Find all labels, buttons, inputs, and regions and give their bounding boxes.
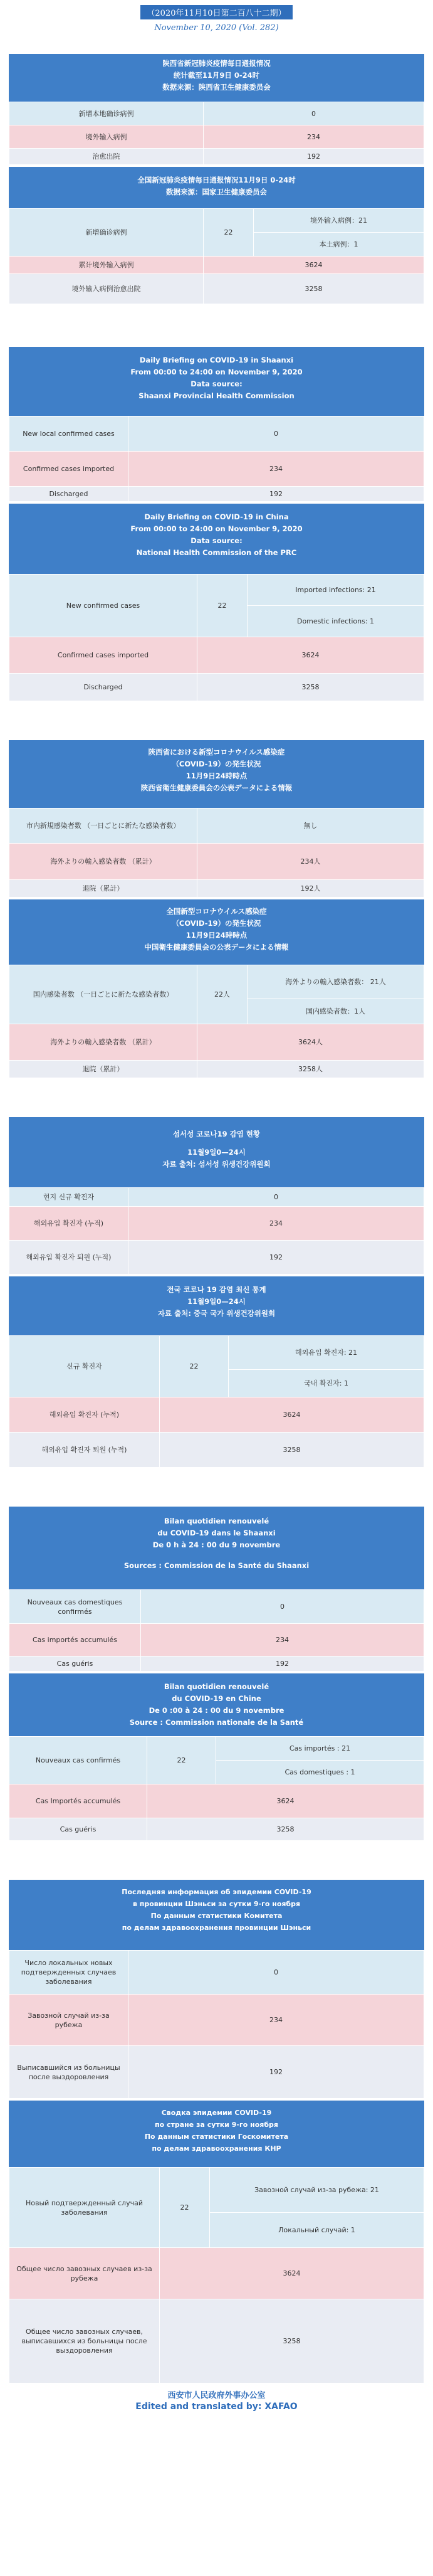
table-row: 治愈出院 192 xyxy=(9,149,424,165)
table-row: 해외유입 확진자 (누적) 3624 xyxy=(9,1397,424,1433)
table-row: 新增本地确诊病例 0 xyxy=(9,102,424,125)
cn-china-title: 全国新冠肺炎疫情每日通报情况11月9日 0-24时 数据来源：国家卫生健康委员会 xyxy=(9,167,424,208)
table-row: 新增确诊病例 22 境外输入病例：21 xyxy=(9,209,424,233)
table-row: 本土病例：1 xyxy=(9,233,424,257)
table-row: 累计境外输入病例 3624 xyxy=(9,257,424,274)
table-row: 境外输入病例治愈出院 3258 xyxy=(9,274,424,304)
table-row: 境外输入病例 234 xyxy=(9,125,424,149)
table-row: Локальный случай: 1 xyxy=(9,2213,424,2248)
table-row: Confirmed cases imported 234 xyxy=(9,452,424,487)
jp-shaanxi-title: 陝西省における新型コロナウイルス感染症 （COVID-19）の発生状況 11月9日24時時点 陝西省衛生健康委員会の公表データによる情報 xyxy=(9,740,424,808)
table-row: 국내 확진자: 1 xyxy=(9,1370,424,1397)
office-name: 西安市人民政府外事办公室 xyxy=(167,2391,266,2400)
fr-shaanxi-table xyxy=(9,1589,424,1672)
table-row: 退院（累計） 192人 xyxy=(9,880,424,898)
fr-china-title: Bilan quotidien renouvelé du COVID-19 en Chine De 0 :00 à 24 : 00 du 9 novembre Source : Commission nationale de la Santé xyxy=(9,1673,424,1736)
table-row: New local confirmed cases 0 xyxy=(9,416,424,452)
table-row: Завозной случай из-за рубежа 234 xyxy=(9,1995,424,2046)
table-row: Cas Importés accumulés 3624 xyxy=(9,1784,424,1818)
table-row: Число локальных новых подтвержденных случаев заболевания 0 xyxy=(9,1951,424,1995)
table-row: 海外よりの輸入感染者数 （累計） 3624人 xyxy=(9,1024,424,1061)
ru-shaanxi-title: Последняя информация об эпидемии COVID-19 в провинции Шэньси за сутки 9-го ноября По данным статистики Комитета по делам здравоохранения провинции Шэньси xyxy=(9,1880,424,1950)
issue-date-en: November 10, 2020 (Vol. 282) xyxy=(154,23,279,33)
table-row: New confirmed cases 22 Imported infections: 21 xyxy=(9,575,424,606)
jp-china-table xyxy=(9,965,424,1078)
kr-china-table xyxy=(9,1335,424,1468)
en-china-title: Daily Briefing on COVID-19 in China From 00:00 to 24:00 on November 9, 2020 Data source: National Health Commission of the PRC xyxy=(9,504,424,574)
table-row: Confirmed cases imported 3624 xyxy=(9,637,424,674)
table-row: Общее число завозных случаев, выписавшихся из больницы после выздоровления 3258 xyxy=(9,2299,424,2383)
table-row: Discharged 3258 xyxy=(9,674,424,701)
header xyxy=(0,0,433,33)
table-row: 市内新規感染者数 （一日ごとに新たな感染者数） 無し xyxy=(9,808,424,844)
en-china-table xyxy=(9,574,424,701)
table-row: Cas importés accumulés 234 xyxy=(9,1624,424,1656)
ru-china-table xyxy=(9,2167,424,2383)
jp-china-title: 全国新型コロナウイルス感染症 （COVID-19）の発生状況 11月9日24時時点 中国衛生健康委員会の公表データによる情報 xyxy=(9,899,424,965)
jp-shaanxi-table xyxy=(9,808,424,898)
table-row: 해외유입 확진자 (누적) 234 xyxy=(9,1207,424,1241)
ru-shaanxi-table xyxy=(9,1950,424,2099)
table-row: 신규 확진자 22 해외유입 확진자: 21 xyxy=(9,1336,424,1370)
table-row: Общее число завозных случаев из-за рубежа 3624 xyxy=(9,2248,424,2299)
fr-china-table xyxy=(9,1736,424,1841)
cn-shaanxi-title: 陕西省新冠肺炎疫情每日通报情况 统计截至11月9日 0-24时 数据来源：陕西省卫生健康委员会 xyxy=(9,54,424,102)
en-shaanxi-table xyxy=(9,416,424,502)
table-row: 현지 신규 확진자 0 xyxy=(9,1188,424,1207)
table-row: Выписавшийся из больницы после выздоровления 192 xyxy=(9,2046,424,2099)
table-row: Cas guéris 192 xyxy=(9,1656,424,1672)
issue-date-cn: （2020年11月10日第二百八十二期） xyxy=(140,5,292,19)
fr-shaanxi-title: Bilan quotidien renouvelé du COVID-19 dans le Shaanxi De 0 h à 24 : 00 du 9 novembre Sources : Commission de la Santé du Shaanxi xyxy=(9,1507,424,1589)
kr-shaanxi-title: 섬서성 코로나19 감염 현황 11월9일0—24시 자료 출처: 섬서성 위생건강위원회 xyxy=(9,1117,424,1187)
cn-shaanxi-table xyxy=(9,102,424,165)
table-row: 해외유입 확진자 퇴원 (누적) 192 xyxy=(9,1241,424,1275)
table-row: 退院（累計） 3258人 xyxy=(9,1061,424,1078)
table-row: Nouveaux cas confirmés 22 Cas importés : 21 xyxy=(9,1737,424,1761)
table-row: Domestic infections: 1 xyxy=(9,606,424,637)
kr-shaanxi-table xyxy=(9,1187,424,1275)
ru-china-title: Сводка эпидемии COVID-19 по стране за сутки 9-го ноября По данным статистики Госкомитета по делам здравоохранения КНР xyxy=(9,2101,424,2167)
table-row: 海外よりの輸入感染者数 （累計） 234人 xyxy=(9,844,424,880)
table-row: Nouveaux cas domestiques confirmés 0 xyxy=(9,1590,424,1624)
credit-line: Edited and translated by: XAFAO xyxy=(135,2402,298,2412)
kr-china-title: 전국 코로나 19 감염 최신 통계 11월9일0—24시 자료 출처: 중국 국가 위생건강위원회 xyxy=(9,1276,424,1335)
footer xyxy=(0,2388,433,2412)
table-row: Discharged 192 xyxy=(9,487,424,502)
table-row: Новый подтвержденный случай заболевания 22 Завозной случай из-за рубежа: 21 xyxy=(9,2168,424,2213)
cn-china-table xyxy=(9,208,424,304)
table-row: 国内感染者数 （一日ごとに新たな感染者数） 22人 海外よりの輸入感染者数： 21人 xyxy=(9,965,424,999)
en-shaanxi-title: Daily Briefing on COVID-19 in Shaanxi From 00:00 to 24:00 on November 9, 2020 Data source: Shaanxi Provincial Health Commission xyxy=(9,347,424,416)
table-row: 해외유입 확진자 퇴원 (누적) 3258 xyxy=(9,1433,424,1468)
table-row: Cas domestiques : 1 xyxy=(9,1761,424,1784)
table-row: 国内感染者数：1人 xyxy=(9,999,424,1024)
table-row: Cas guéris 3258 xyxy=(9,1818,424,1841)
